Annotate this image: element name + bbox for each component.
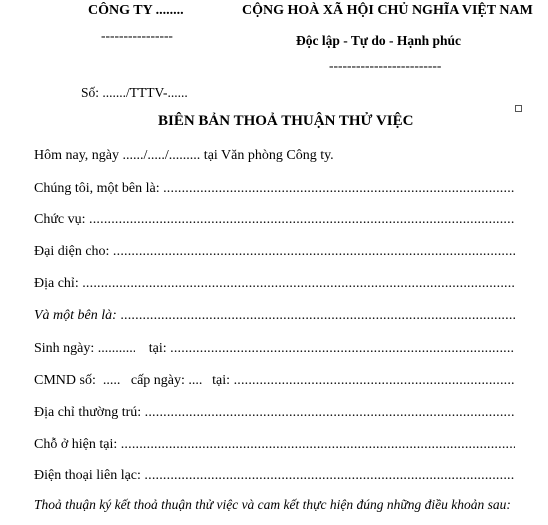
fill-dots bbox=[163, 180, 515, 198]
nation-title: CỘNG HOÀ XÃ HỘI CHỦ NGHĨA VIỆT NAM bbox=[242, 3, 533, 18]
field-represent bbox=[34, 243, 515, 261]
field-dob bbox=[34, 340, 515, 358]
field-label: Và một bên là: bbox=[34, 308, 117, 323]
fill-dots bbox=[113, 243, 515, 261]
field-permanent bbox=[34, 404, 515, 422]
field-label: Chỗ ở hiện tại: bbox=[34, 437, 118, 452]
fill-dots bbox=[98, 340, 135, 358]
intro-line: Hôm nay, ngày ....../...../......... tại Văn phòng Công ty. bbox=[34, 148, 334, 163]
fill-dots bbox=[145, 404, 515, 422]
field-label: Điện thoại liên lạc: bbox=[34, 468, 141, 483]
fill-dots bbox=[82, 275, 515, 293]
fill-dots bbox=[120, 307, 515, 325]
document-number: Số: ......./TTTV-...... bbox=[81, 85, 188, 100]
fill-dots bbox=[188, 372, 201, 390]
field-id-card bbox=[34, 372, 515, 390]
document-title: BIÊN BẢN THOẢ THUẬN THỬ VIỆC bbox=[158, 113, 414, 129]
anchor-handle-icon bbox=[515, 105, 522, 112]
field-label: Chúng tôi, một bên là: bbox=[34, 181, 160, 196]
motto: Độc lập - Tự do - Hạnh phúc bbox=[296, 33, 462, 48]
field-phone bbox=[34, 467, 515, 485]
field-label: Sinh ngày: bbox=[34, 341, 95, 356]
fill-dots bbox=[89, 211, 515, 229]
field-position bbox=[34, 211, 515, 229]
field-label: Đại diện cho: bbox=[34, 244, 110, 259]
field-label: Chức vụ: bbox=[34, 212, 86, 227]
field-current bbox=[34, 436, 515, 454]
fill-dots bbox=[121, 436, 515, 454]
field-label: CMND số: bbox=[34, 373, 96, 388]
field-label: cấp ngày: bbox=[130, 373, 185, 388]
motto-underline: ------------------------- bbox=[329, 58, 442, 73]
field-party-b bbox=[34, 307, 515, 325]
fill-dots bbox=[234, 372, 515, 390]
agreement-line: Thoả thuận ký kết thoả thuận thử việc và cam kết thực hiện đúng những điều khoản sau: bbox=[34, 497, 511, 512]
fill-dots bbox=[144, 467, 515, 485]
company-underline: ---------------- bbox=[101, 28, 173, 43]
field-address bbox=[34, 275, 515, 293]
company-name: CÔNG TY ........ bbox=[88, 3, 184, 18]
fill-dots bbox=[103, 372, 121, 390]
field-label: Địa chỉ: bbox=[34, 276, 79, 291]
field-label: tại: bbox=[212, 373, 231, 388]
field-label: tại: bbox=[148, 341, 167, 356]
fill-dots bbox=[170, 340, 515, 358]
field-party-a bbox=[34, 180, 515, 198]
field-label: Địa chỉ thường trú: bbox=[34, 405, 142, 420]
